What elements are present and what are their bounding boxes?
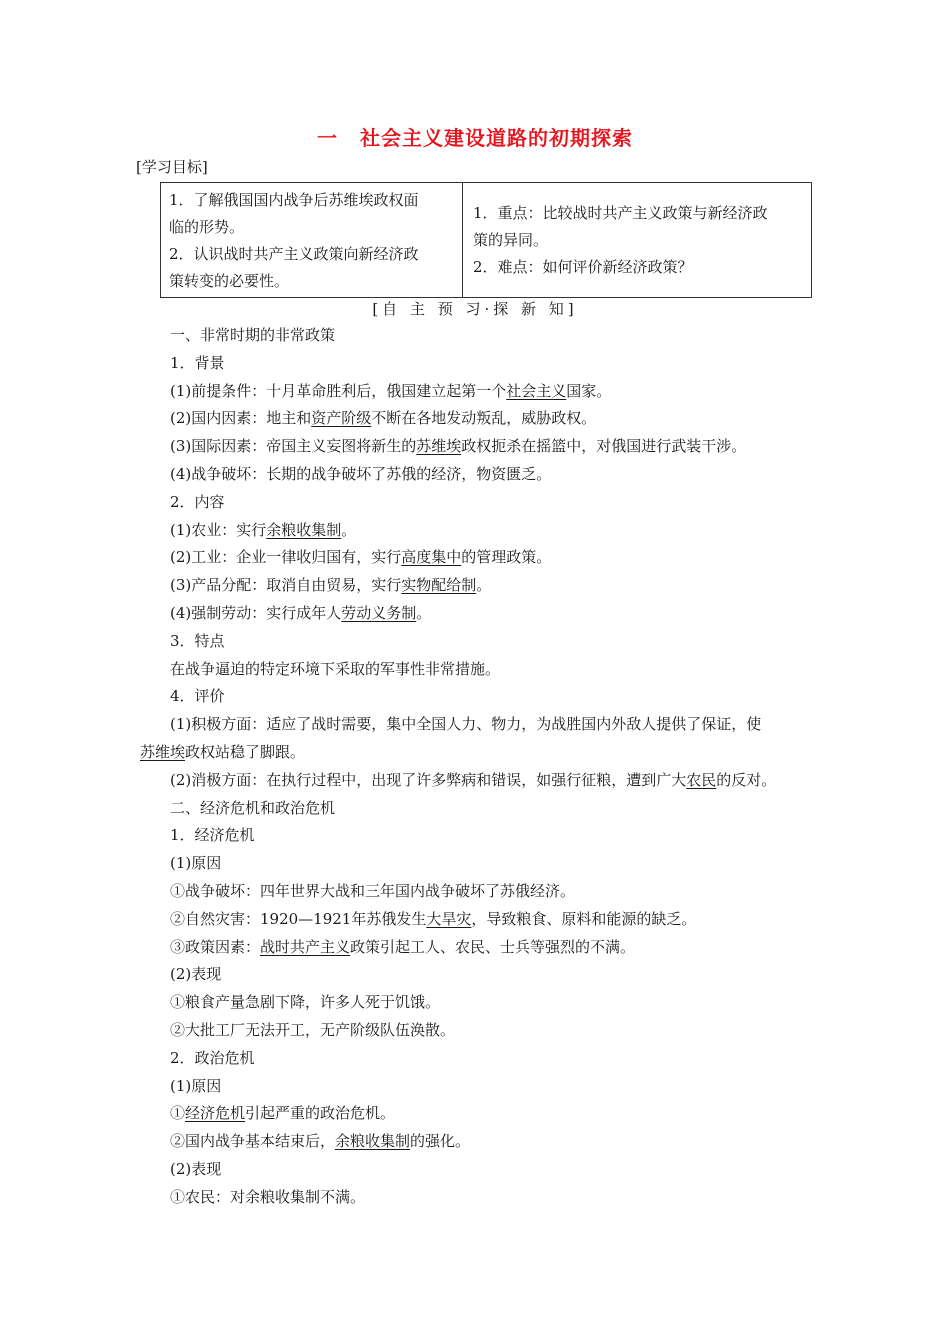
text-segment: 1．背景	[170, 353, 225, 372]
text-segment: (1)积极方面：适应了战时需要，集中全国人力、物力，为战胜国内外敌人提供了保证，使	[170, 715, 762, 734]
text-line	[140, 1184, 850, 1212]
objective-line: 临的形势。	[169, 218, 245, 236]
text-line	[140, 405, 850, 433]
text-segment: 二、经济危机和政治危机	[170, 798, 336, 817]
text-line	[140, 1128, 850, 1156]
text-line	[140, 461, 850, 489]
underlined-keyword: 余粮收集制	[335, 1132, 411, 1151]
objectives-table	[160, 182, 812, 298]
objective-line: 1．重点：比较战时共产主义政策与新经济政	[473, 203, 768, 222]
text-segment: 3．特点	[170, 631, 225, 650]
underlined-keyword: 大旱灾	[426, 909, 472, 928]
body-text	[140, 322, 850, 1212]
text-segment: 引起严重的政治危机。	[245, 1104, 396, 1123]
text-line	[140, 739, 850, 767]
text-line	[140, 350, 850, 378]
underlined-keyword: 经济危机	[185, 1104, 246, 1123]
text-segment: 2．政治危机	[170, 1048, 255, 1067]
text-segment: 政权站稳了脚跟。	[185, 742, 306, 761]
text-line	[140, 1156, 850, 1184]
text-segment: (2)国内因素：地主和	[170, 409, 312, 428]
text-line	[140, 600, 850, 628]
underlined-keyword: 劳动义务制	[341, 603, 417, 622]
text-segment: (1)前提条件：十月革命胜利后，俄国建立起第一个	[170, 381, 507, 400]
text-segment: ①粮食产量急剧下降，许多人死于饥饿。	[170, 993, 441, 1012]
text-segment: ②自然灾害：1920—1921年苏俄发生	[170, 909, 427, 928]
text-segment: 。	[416, 603, 432, 622]
objectives-left-cell	[161, 183, 463, 297]
text-line	[140, 989, 850, 1017]
text-segment: ②国内战争基本结束后，	[170, 1132, 336, 1151]
underlined-keyword: 社会主义	[506, 381, 567, 400]
underlined-keyword: 苏维埃	[416, 437, 462, 456]
text-line	[140, 378, 850, 406]
text-segment: 的反对。	[716, 770, 777, 789]
objective-line: 策的异同。	[473, 230, 549, 249]
text-line	[140, 628, 850, 656]
underlined-keyword: 苏维埃	[140, 742, 186, 761]
text-segment: ，导致粮食、原料和能源的缺乏。	[471, 909, 697, 928]
text-segment: 的管理政策。	[461, 548, 552, 567]
text-segment: (2)消极方面：在执行过程中，出现了许多弊病和错误，如强行征粮，遭到广大	[170, 770, 687, 789]
text-line	[140, 1073, 850, 1101]
text-segment: ③政策因素：	[170, 937, 261, 956]
text-line	[140, 1100, 850, 1128]
text-segment: 不断在各地发动叛乱，威胁政权。	[371, 409, 597, 428]
text-segment: ①	[170, 1104, 186, 1123]
chapter-title: 社会主义建设道路的初期探索	[360, 126, 633, 150]
underlined-keyword: 资产阶级	[311, 409, 372, 428]
chapter-number: 一	[317, 126, 338, 150]
text-segment: (4)战争破坏：长期的战争破坏了苏俄的经济，物资匮乏。	[170, 464, 552, 483]
text-segment: 。	[341, 520, 357, 539]
text-line	[140, 517, 850, 545]
page-title	[0, 122, 950, 151]
underlined-keyword: 农民	[686, 770, 717, 789]
text-segment: 政权扼杀在摇篮中，对俄国进行武装干涉。	[461, 437, 747, 456]
text-line	[140, 767, 850, 795]
underlined-keyword: 实物配给制	[401, 576, 477, 595]
text-segment: 国家。	[566, 381, 612, 400]
section-banner: [自 主 预 习·探 新 知]	[372, 300, 578, 318]
text-segment: ①农民：对余粮收集制不满。	[170, 1187, 366, 1206]
text-segment: (2)工业：企业一律收归国有，实行	[170, 548, 402, 567]
underlined-keyword: 高度集中	[401, 548, 462, 567]
text-line	[140, 683, 850, 711]
text-line	[140, 322, 850, 350]
text-segment: (4)强制劳动：实行成年人	[170, 603, 342, 622]
text-segment: (3)国际因素：帝国主义妄图将新生的	[170, 437, 417, 456]
text-segment: (2)表现	[170, 965, 222, 984]
text-line	[140, 934, 850, 962]
text-line	[140, 489, 850, 517]
text-line	[140, 1017, 850, 1045]
text-segment: (1)农业：实行	[170, 520, 267, 539]
text-segment: 。	[476, 576, 492, 595]
text-segment: 4．评价	[170, 687, 225, 706]
text-segment: ②大批工厂无法开工，无产阶级队伍涣散。	[170, 1020, 456, 1039]
text-segment: 的强化。	[410, 1132, 471, 1151]
text-line	[140, 795, 850, 823]
text-segment: 在战争逼迫的特定环境下采取的军事性非常措施。	[170, 659, 501, 678]
text-segment: (1)原因	[170, 1076, 222, 1095]
text-segment: (3)产品分配：取消自由贸易，实行	[170, 576, 402, 595]
text-line	[140, 850, 850, 878]
objective-line: 1．了解俄国国内战争后苏维埃政权面	[169, 191, 419, 209]
text-line	[140, 544, 850, 572]
underlined-keyword: 余粮收集制	[266, 520, 342, 539]
text-segment: 1．经济危机	[170, 826, 255, 845]
text-line	[140, 656, 850, 684]
underlined-keyword: 战时共产主义	[260, 937, 351, 956]
text-line	[140, 822, 850, 850]
objectives-label: [学习目标]	[136, 158, 208, 176]
text-segment: ①战争破坏：四年世界大战和三年国内战争破坏了苏俄经济。	[170, 881, 576, 900]
text-segment: 一、非常时期的非常政策	[170, 326, 336, 344]
objectives-right-cell	[463, 183, 811, 297]
text-line	[140, 1045, 850, 1073]
objective-line: 2．难点：如何评价新经济政策？	[473, 257, 693, 276]
text-segment: 2．内容	[170, 492, 225, 511]
objective-line: 2．认识战时共产主义政策向新经济政	[169, 245, 419, 263]
text-segment: 政策引起工人、农民、士兵等强烈的不满。	[350, 937, 636, 956]
text-line	[140, 572, 850, 600]
text-segment: (1)原因	[170, 854, 222, 873]
text-segment: (2)表现	[170, 1159, 222, 1178]
text-line	[140, 961, 850, 989]
text-line	[140, 878, 850, 906]
text-line	[140, 711, 850, 739]
text-line	[140, 433, 850, 461]
text-line	[140, 906, 850, 934]
objective-line: 策转变的必要性。	[169, 272, 290, 290]
